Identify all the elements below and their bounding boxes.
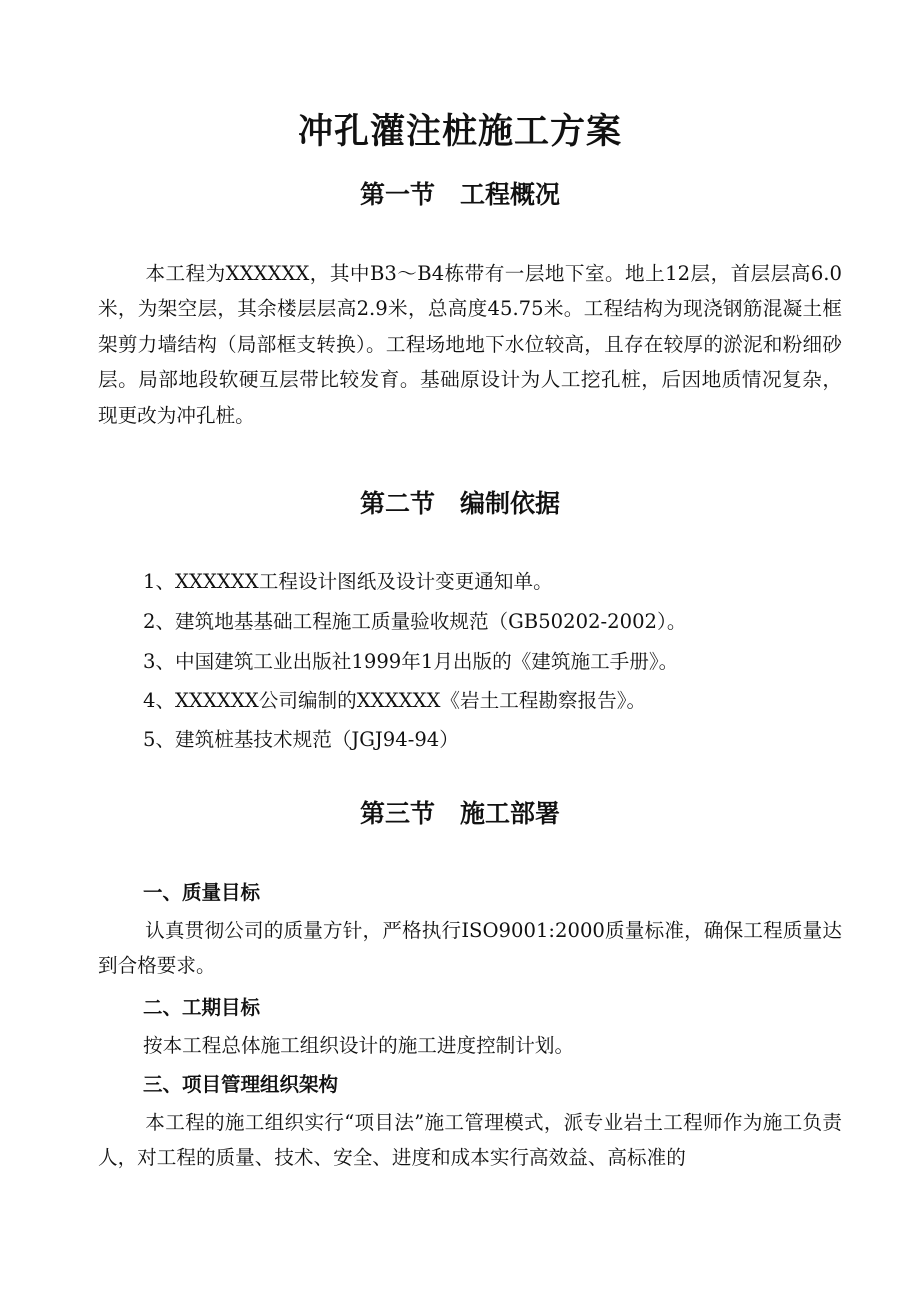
org-structure-heading: 三、项目管理组织架构 — [143, 1073, 339, 1096]
quality-goal-paragraph — [98, 913, 842, 984]
basis-list-item-1: 1、XXXXXX工程设计图纸及设计变更通知单。 — [143, 570, 553, 593]
basis-list-item-4: 4、XXXXXX公司编制的XXXXXX《岩土工程勘察报告》。 — [143, 689, 647, 712]
org-structure-paragraph — [98, 1105, 842, 1176]
basis-list-item-3: 3、中国建筑工业出版社1999年1月出版的《建筑施工手册》。 — [143, 650, 679, 673]
schedule-goal-heading: 二、工期目标 — [143, 996, 261, 1019]
quality-goal-text: 认真贯彻公司的质量方针，严格执行ISO9001:2000质量标准，确保工程质量达到合格要求。 — [98, 919, 842, 978]
basis-list-item-5: 5、建筑桩基技术规范（JGJ94-94） — [143, 728, 459, 751]
org-structure-text: 本工程的施工组织实行“项目法”施工管理模式，派专业岩土工程师作为施工负责人，对工程的质量、技术、安全、进度和成本实行高效益、高标准的 — [98, 1111, 842, 1170]
section-1-heading: 第一节 工程概况 — [359, 180, 560, 209]
document-title: 冲孔灌注桩施工方案 — [297, 112, 622, 152]
schedule-goal-text: 按本工程总体施工组织设计的施工进度控制计划。 — [143, 1034, 575, 1057]
section-1-paragraph — [98, 256, 842, 433]
section-3-heading: 第三节 施工部署 — [359, 799, 560, 828]
section-2-heading: 第二节 编制依据 — [359, 489, 560, 518]
section-1-paragraph-text: 本工程为XXXXXX，其中B3～B4栋带有一层地下室。地上12层，首层层高6.0米，为架空层，其余楼层层高2.9米，总高度45.75米。工程结构为现浇钢筋混凝土框架剪力墙结构（局部框支转换）。工程场地地下水位较高，且存在较厚的淤泥和粉细砂层。局部地段软硬互层带比较发育。基础原设计为人工挖孔桩，后因地质情况复杂，现更改为冲孔桩。 — [98, 262, 842, 427]
basis-list-item-2: 2、建筑地基基础工程施工质量验收规范（GB50202-2002）。 — [143, 610, 687, 633]
quality-goal-heading: 一、质量目标 — [143, 881, 261, 904]
